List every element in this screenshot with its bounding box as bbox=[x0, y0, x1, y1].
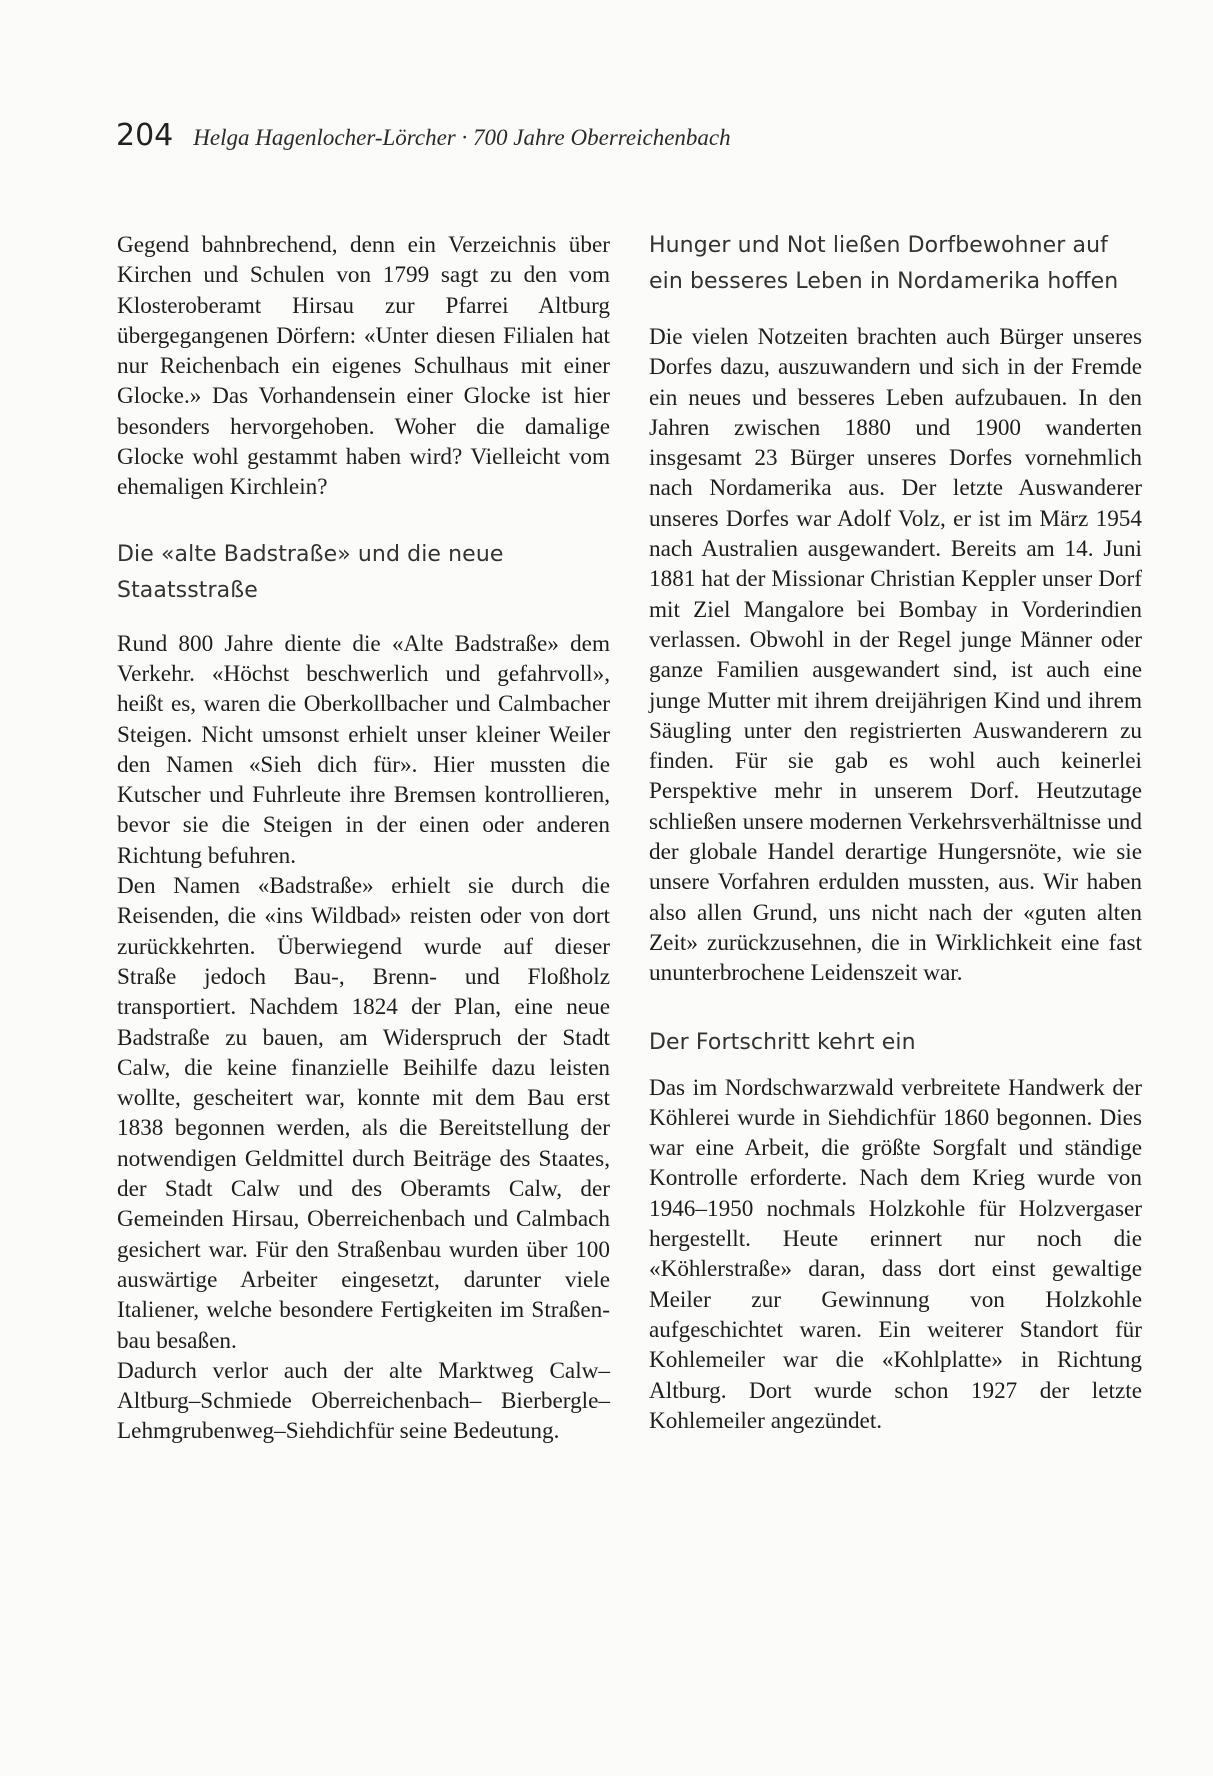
running-head bbox=[116, 118, 731, 153]
paragraph: Die vielen Notzeiten brachten auch Bürger unseres Dorfes dazu, auszuwandern und sich in der Fremde ein neues und besseres Leben aufzubauen. In den Jahren zwischen 1880 und 1900 wanderten insgesamt 23 Bürger unseres Dorfes vornehmlich nach Nordamerika aus. Der letzte Auswanderer unseres Dorfes war Adolf Volz, er ist im März 1954 nach Australien ausgewandert. Bereits am 14. Juni 1881 hat der Missionar Christian Keppler unser Dorf mit Ziel Mangalore bei Bombay in Vorderindien verlassen. Obwohl in der Regel junge Männer oder ganze Familien ausgewandert sind, ist auch eine junge Mutter mit ihrem dreijährigen Kind und ihrem Säugling unter den registrierten Auswanderern zu finden. Für sie gab es wohl auch keinerlei Perspektive mehr in unserem Dorf. Heutzutage schließen unsere modernen Verkehrsverhältnisse und der globale Handel derartige Hungersnöte, wie sie unsere Vorfahren erdulden mussten, aus. Wir haben also allen Grund, uns nicht nach der «guten alten Zeit» zurückzusehnen, die in Wirklichkeit eine fast ununterbrochene Leidenszeit war. bbox=[649, 324, 1142, 987]
section-heading-badstrasse: Die «alte Badstraße» und die neue Staatsstraße bbox=[117, 541, 504, 603]
running-title: Helga Hagenlocher-Lörcher · 700 Jahre Oberreichenbach bbox=[193, 125, 731, 150]
section-heading-auswanderung: Hunger und Not ließen Dorfbewohner auf ein besseres Leben in Nordamerika hoffen bbox=[649, 233, 1119, 294]
page-number: 204 bbox=[116, 118, 174, 153]
paragraph: Rund 800 Jahre diente die «Alte Badstraße» dem Verkehr. «Höchst beschwerlich und gefahrvoll», heißt es, waren die Oberkollbacher und Calmbacher Steigen. Nicht umsonst erhielt unser kleiner Weiler den Namen «Sieh dich für». Hier mussten die Kutscher und Fuhrleute ihre Bremsen kontrollieren, bevor sie die Steigen in der einen oder anderen Richtung befuhren. bbox=[117, 630, 610, 869]
paragraph: Das im Nordschwarzwald verbreitete Handwerk der Köhlerei wurde in Siehdichfür 1860 begonnen. Dies war eine Arbeit, die größte Sorgfalt und ständige Kontrolle erforderte. Nach dem Krieg wurde von 1946–1950 nochmals Holzkohle für Holzvergaser hergestellt. Heute erinnert nur noch die «Köhlerstraße» daran, dass dort einst gewaltige Meiler zur Gewinnung von Holzkohle aufgeschichtet waren. Ein weiterer Standort für Kohlemeiler war die «Kohlplatte» in Richtung Altburg. Dort wurde schon 1927 der letzte Kohlemeiler angezündet. bbox=[649, 1074, 1142, 1434]
paragraph: Dadurch verlor auch der alte Marktweg Calw–Altburg–Schmiede Oberreichenbach– Bierbergle–Lehmgrubenweg–Siehdichfür seine Bedeutung. bbox=[117, 1357, 610, 1445]
left-column bbox=[117, 230, 610, 1447]
paragraph: Den Namen «Badstraße» erhielt sie durch die Reisenden, die «ins Wildbad» reisten oder von dort zurückkehrten. Überwiegend wurde auf dieser Straße jedoch Bau-, Brenn- und Floßholz transportiert. Nachdem 1824 der Plan, eine neue Badstraße zu bauen, am Widerspruch der Stadt Calw, die keine finanzielle Beihilfe dazu leisten wollte, gescheitert war, konnte mit dem Bau erst 1838 begonnen werden, als die Bereitstellung der notwendigen Geldmittel durch Beiträge des Staates, der Stadt Calw und des Oberamts Calw, der Gemeinden Hirsau, Oberreichenbach und Calmbach gesichert war. Für den Straßenbau wurden über 100 auswärtige Arbeiter eingesetzt, darunter viele Italiener, welche besondere Fertigkeiten im Straßenbau besaßen. bbox=[117, 873, 610, 1354]
section-heading-fortschritt: Der Fortschritt kehrt ein bbox=[649, 1029, 916, 1055]
right-column bbox=[649, 228, 1142, 1436]
paragraph: Gegend bahnbrechend, denn ein Verzeichnis über Kirchen und Schulen von 1799 sagt zu den vom Klosteroberamt Hirsau zur Pfarrei Altburg übergegangenen Dörfern: «Unter diesen Filialen hat nur Reichenbach ein eigenes Schulhaus mit einer Glocke.» Das Vorhandensein einer Glocke ist hier besonders hervorgehoben. Woher die damalige Glocke wohl gestammt haben wird? Vielleicht vom ehemaligen Kirchlein? bbox=[117, 232, 610, 501]
